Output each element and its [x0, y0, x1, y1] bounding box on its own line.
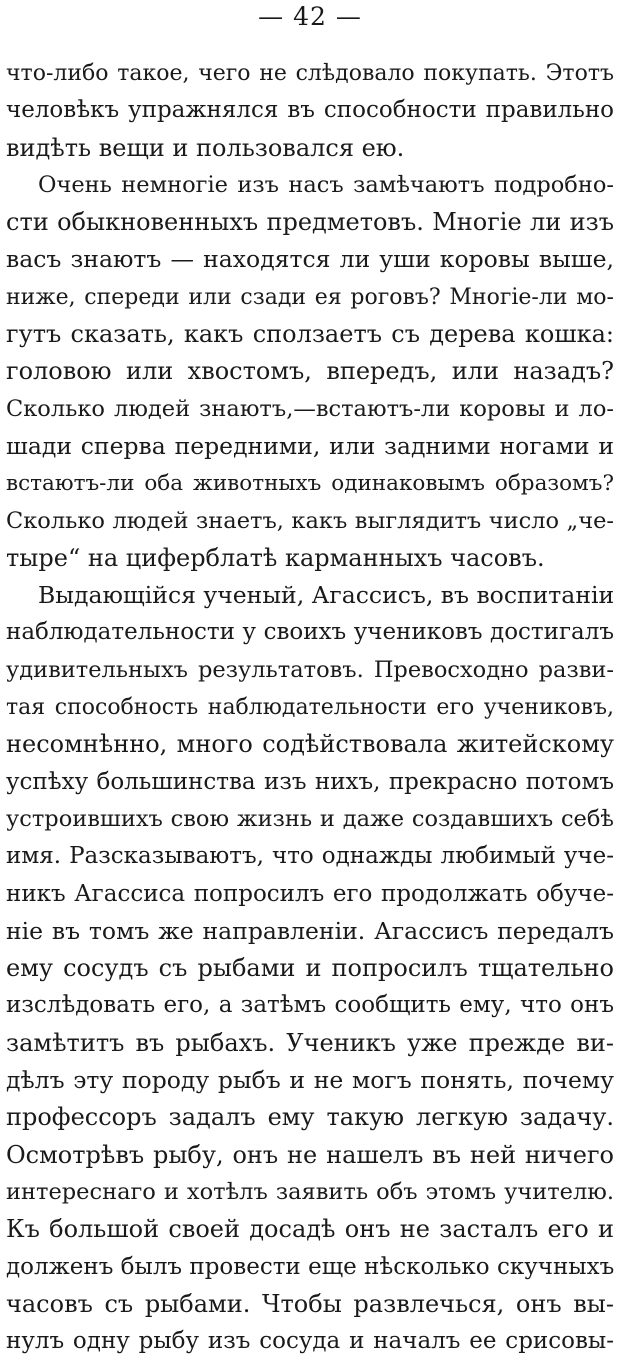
- text-line: что-либо такое, чего не слѣдовало покупать. Этотъ: [6, 61, 614, 86]
- text-line: гутъ сказать, какъ сползаетъ съ дерева кошка:: [6, 320, 614, 349]
- text-line: Осмотрѣвъ рыбу, онъ не нашелъ въ ней ничего: [6, 1140, 614, 1169]
- text-line: головою или хвостомъ, впередъ, или назадъ?: [6, 357, 614, 386]
- text-line: наблюдательности у своихъ учениковъ достигалъ: [6, 619, 614, 646]
- text-line: ниже, спереди или сзади ея роговъ? Многіе-ли мо-: [6, 284, 614, 310]
- text-line: ему сосудъ съ рыбами и попросилъ тщательно: [6, 954, 614, 983]
- text-line: часовъ съ рыбами. Чтобы развлечься, онъ вы-: [6, 1289, 614, 1318]
- text-line: успѣху большинства изъ нихъ, прекрасно потомъ: [6, 768, 614, 795]
- text-line: васъ знаютъ — находятся ли уши коровы выше,: [6, 245, 614, 274]
- text-line: имя. Разсказываютъ, что однажды любимый уче-: [6, 843, 614, 870]
- text-line: видѣть вещи и пользовался ею.: [6, 133, 405, 162]
- text-line: ніе въ томъ же направленіи. Агассисъ передалъ: [6, 916, 614, 945]
- text-line: Сколько людей знаетъ, какъ выглядитъ число „че-: [6, 507, 614, 534]
- text-line: профессоръ задалъ ему такую легкую задачу.: [6, 1103, 614, 1132]
- text-line: долженъ былъ провести еще нѣсколько скучныхъ: [6, 1253, 614, 1280]
- text-line: сти обыкновенныхъ предметовъ. Многіе ли изъ: [6, 208, 614, 237]
- text-line: Сколько людей знаютъ,—встаютъ-ли коровы и ло-: [6, 395, 614, 422]
- text-line: шади сперва передними, или задними ногами и: [6, 431, 614, 460]
- text-line: изслѣдовать его, а затѣмъ сообщить ему, что онъ: [6, 992, 614, 1019]
- text-line: Очень немногіе изъ насъ замѣчаютъ подробно-: [38, 171, 614, 198]
- text-line: Къ большой своей досадѣ онъ не засталъ его и: [6, 1215, 614, 1244]
- text-line: несомнѣнно, много содѣйствовала житейскому: [6, 730, 614, 759]
- text-line: дѣлъ эту породу рыбъ и не могъ понять, почему: [6, 1066, 614, 1095]
- text-line: никъ Агассиса попросилъ его продолжать обуче-: [6, 880, 614, 907]
- text-line: тая способность наблюдательности его учениковъ,: [6, 695, 614, 721]
- text-line: встаютъ-ли оба животныхъ одинаковымъ образомъ?: [6, 471, 614, 497]
- text-line: удивительныхъ результатовъ. Превосходно разви-: [6, 656, 614, 683]
- text-line: устроившихъ свою жизнь и даже создавшихъ себѣ: [6, 805, 614, 832]
- text-line: человѣкъ упражнялся въ способности правильно: [6, 97, 614, 124]
- text-line: интереснаго и хотѣлъ заявить объ этомъ учителю.: [6, 1178, 614, 1205]
- page-number: — 42 —: [258, 2, 362, 31]
- text-line: нулъ одну рыбу изъ сосуда и началъ ее срисовы-: [6, 1328, 614, 1355]
- body-text: [6, 55, 614, 1360]
- text-line: Выдающійся ученый, Агассисъ, въ воспитаніи: [38, 581, 614, 610]
- text-line: замѣтитъ въ рыбахъ. Ученикъ уже прежде ви-: [6, 1028, 614, 1057]
- text-line: тыре“ на циферблатѣ карманныхъ часовъ.: [6, 543, 545, 572]
